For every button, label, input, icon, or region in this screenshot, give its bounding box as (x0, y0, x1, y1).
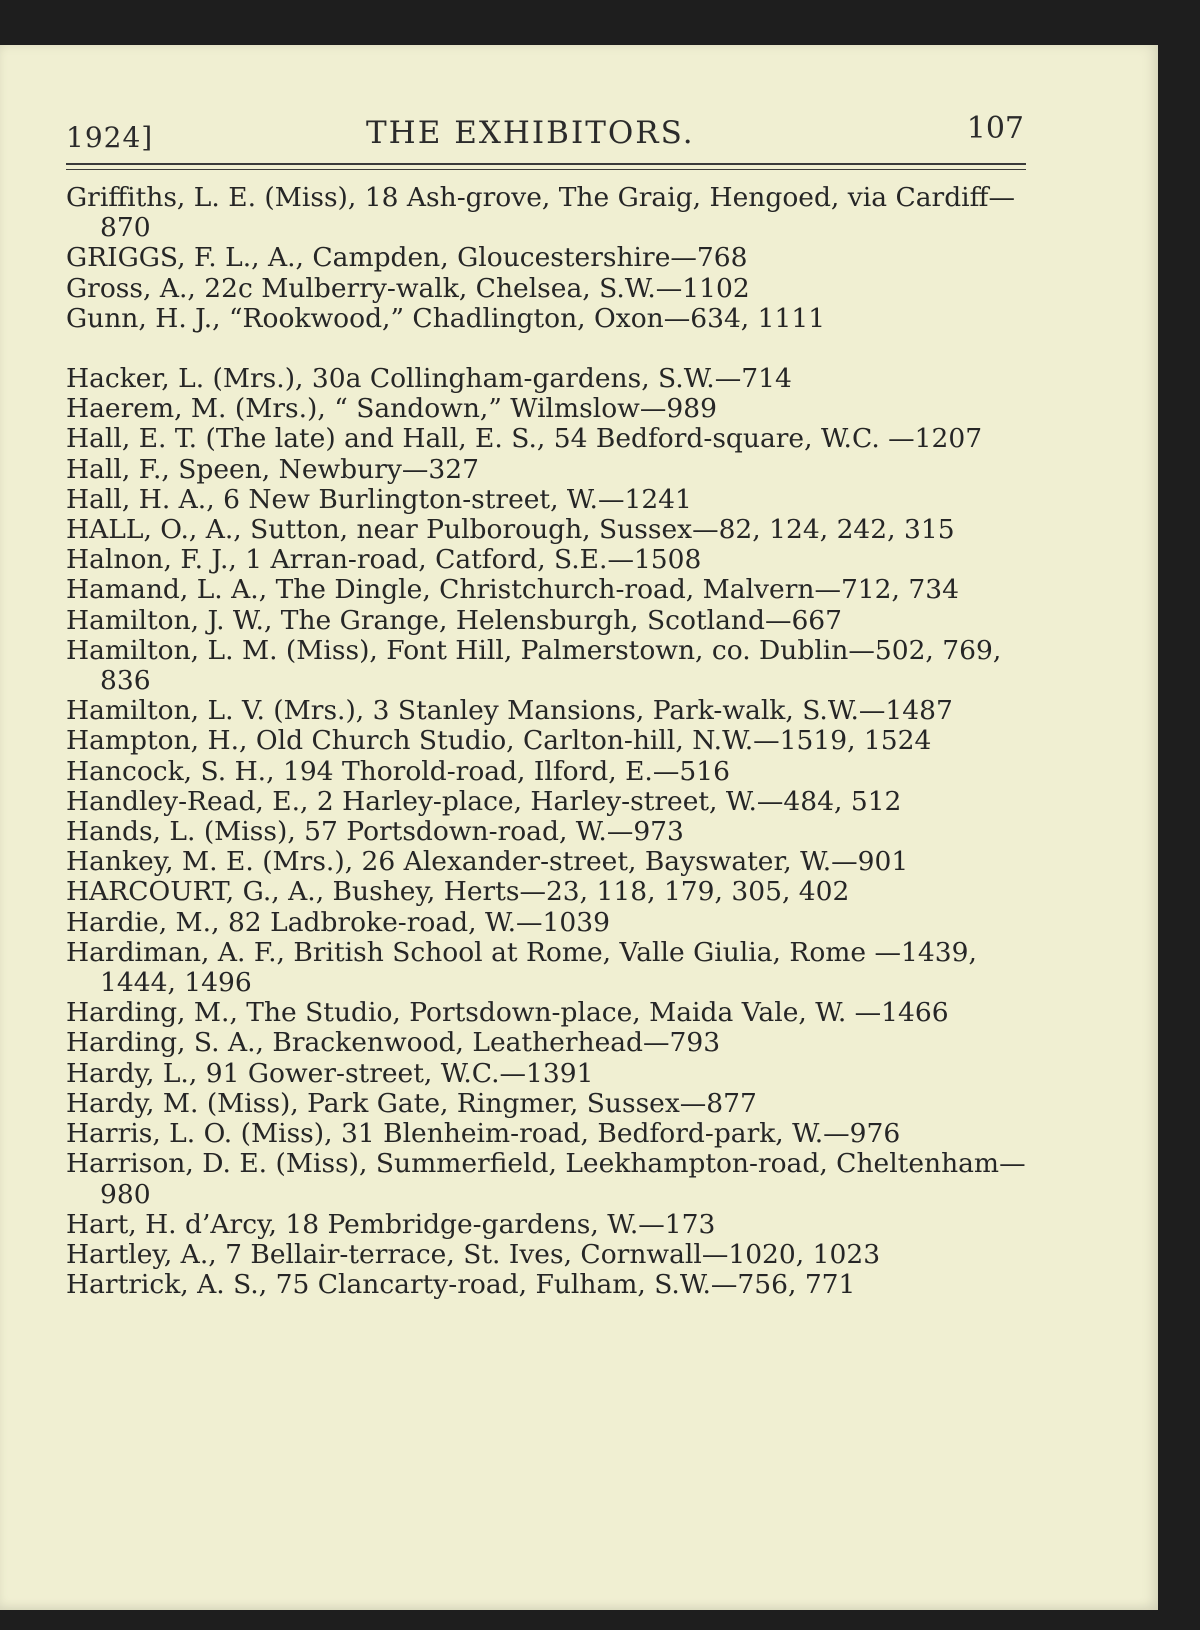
exhibitor-list (66, 183, 1036, 1300)
list-item: Harrison, D. E. (Miss), Summerfield, Leekhampton-road, Cheltenham—980 (66, 1148, 1026, 1210)
list-item: Haerem, M. (Mrs.), “ Sandown,” Wilmslow—989 (66, 393, 717, 425)
list-item: Harris, L. O. (Miss), 31 Blenheim-road, Bedford-park, W.—976 (66, 1118, 901, 1150)
list-item: Hardy, M. (Miss), Park Gate, Ringmer, Sussex—877 (66, 1087, 757, 1119)
list-item: Hartley, A., 7 Bellair-terrace, St. Ives, Cornwall—1020, 1023 (66, 1238, 881, 1270)
list-item: GRIGGS, F. L., A., Campden, Gloucestershire—768 (66, 242, 748, 274)
page-year: 1924] (66, 121, 154, 154)
list-item: Hall, H. A., 6 New Burlington-street, W.—1241 (66, 483, 692, 515)
running-header (66, 111, 1024, 155)
list-item: Hardiman, A. F., British School at Rome, Valle Giulia, Rome —1439, 1444, 1496 (66, 936, 977, 999)
list-item: Handley-Read, E., 2 Harley-place, Harley-street, W.—484, 512 (66, 785, 902, 817)
list-item: Hamilton, L. M. (Miss), Font Hill, Palmerstown, co. Dublin—502, 769, 836 (66, 634, 1002, 697)
list-item: Griffiths, L. E. (Miss), 18 Ash-grove, The Graig, Hengoed, via Cardiff—870 (66, 182, 1015, 244)
list-item: Harding, M., The Studio, Portsdown-place, Maida Vale, W. —1466 (66, 997, 949, 1029)
list-item: Hartrick, A. S., 75 Clancarty-road, Fulham, S.W.—756, 771 (66, 1269, 856, 1301)
list-item: Gross, A., 22c Mulberry-walk, Chelsea, S.W.—1102 (66, 272, 750, 304)
book-page (0, 45, 1158, 1610)
page-title: THE EXHIBITORS. (366, 115, 695, 151)
section-gap (66, 334, 1036, 364)
list-item: Hamand, L. A., The Dingle, Christchurch-road, Malvern—712, 734 (66, 574, 959, 606)
list-item: Hall, F., Speen, Newbury—327 (66, 453, 479, 485)
list-item: Hamilton, J. W., The Grange, Helensburgh, Scotland—667 (66, 604, 843, 636)
list-item: Hacker, L. (Mrs.), 30a Collingham-gardens, S.W.—714 (66, 363, 792, 395)
header-rule (66, 163, 1026, 165)
header-rule-thin (66, 169, 1026, 170)
list-item: Hardy, L., 91 Gower-street, W.C.—1391 (66, 1057, 594, 1089)
list-item: HARCOURT, G., A., Bushey, Herts—23, 118, 179, 305, 402 (66, 876, 850, 908)
list-item: Halnon, F. J., 1 Arran-road, Catford, S.E.—1508 (66, 544, 702, 576)
list-item: HALL, O., A., Sutton, near Pulborough, Sussex—82, 124, 242, 315 (66, 514, 955, 546)
list-item: Harding, S. A., Brackenwood, Leatherhead—793 (66, 1027, 721, 1059)
list-item: Hart, H. d’Arcy, 18 Pembridge-gardens, W.—173 (66, 1208, 716, 1240)
list-item: Hall, E. T. (The late) and Hall, E. S., 54 Bedford-square, W.C. —1207 (66, 423, 983, 455)
list-item: Hands, L. (Miss), 57 Portsdown-road, W.—973 (66, 816, 684, 848)
list-item: Hampton, H., Old Church Studio, Carlton-hill, N.W.—1519, 1524 (66, 725, 932, 757)
list-item: Hankey, M. E. (Mrs.), 26 Alexander-street, Bayswater, W.—901 (66, 846, 909, 878)
list-item: Hamilton, L. V. (Mrs.), 3 Stanley Mansions, Park-walk, S.W.—1487 (66, 695, 953, 727)
list-item: Hancock, S. H., 194 Thorold-road, Ilford, E.—516 (66, 755, 730, 787)
list-item: Gunn, H. J., “Rookwood,” Chadlington, Oxon—634, 1111 (66, 302, 826, 334)
list-item: Hardie, M., 82 Ladbroke-road, W.—1039 (66, 906, 610, 938)
page-number: 107 (966, 111, 1024, 146)
